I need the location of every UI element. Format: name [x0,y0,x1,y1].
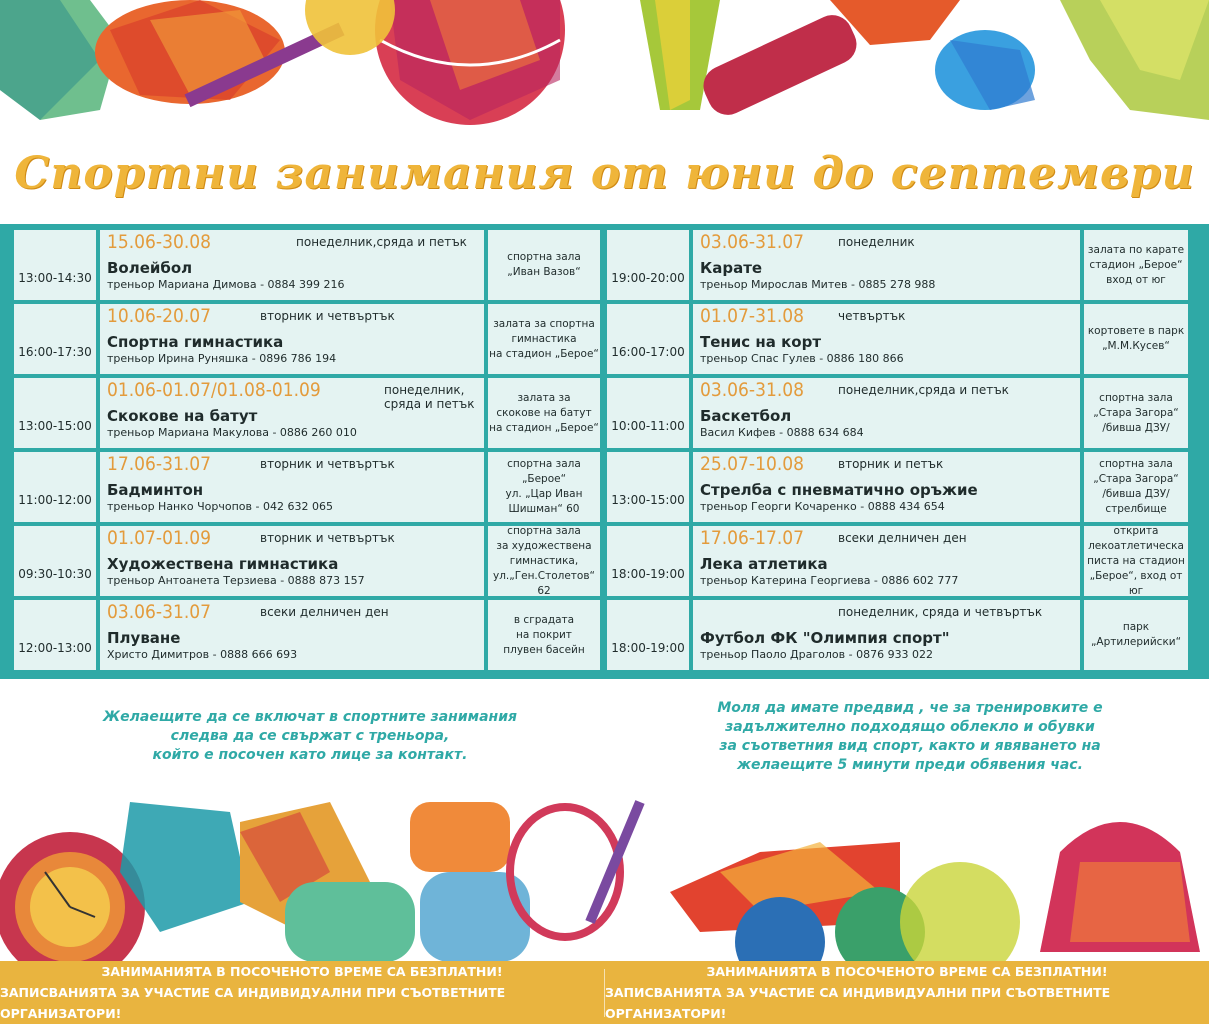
session-time: 09:30-10:30 [14,526,96,596]
session-dates: 01.06-01.07/01.08-01.09 [107,379,321,401]
coach-contact: треньор Мирослав Митев - 0885 278 988 [700,278,936,291]
session-dates: 03.06-31.07 [107,601,212,623]
sport-name: Баскетбол [700,407,792,425]
session-info [100,378,484,448]
contact-note: Желаещите да се включат в спортните занимания следва да се свържат с треньора, който е посочен като лице за контакт. [102,709,518,763]
coach-contact: треньор Ирина Руняшка - 0896 786 194 [107,352,337,365]
session-dates: 17.06-31.07 [107,453,212,475]
sport-name: Стрелба с пневматично оръжие [700,481,978,499]
session-time: 12:00-13:00 [14,600,96,670]
session-days: четвъртък [838,309,906,323]
session-venue: залата по карате стадион „Берое“ вход от юг [1084,230,1188,300]
sport-name: Карате [700,259,763,277]
session-dates: 01.07-31.08 [700,305,805,327]
coach-contact: треньор Катерина Георгиева - 0886 602 777 [700,574,959,587]
session-time: 16:00-17:30 [14,304,96,374]
session-info [693,452,1080,522]
session-info [100,526,484,596]
coach-contact: Христо Димитров - 0888 666 693 [107,648,298,661]
session-time: 18:00-19:00 [607,526,689,596]
schedule-row [607,378,1188,448]
session-dates: 17.06-17.07 [700,527,805,549]
schedule-row [14,452,600,522]
session-days: вторник и петък [838,457,944,471]
session-info [693,526,1080,596]
session-info [100,452,484,522]
session-info [100,600,484,670]
session-venue: спортна зала „Стара Загора“ /бивша ДЗУ/ стрелбище [1084,452,1188,522]
session-venue: залата за спортна гимнастика на стадион „Берое“ [488,304,600,374]
footer-left [0,961,604,1024]
session-days: вторник и четвъртък [260,309,395,323]
sport-name: Художествена гимнастика [107,555,339,573]
session-time: 11:00-12:00 [14,452,96,522]
session-days: понеделник, сряда и петък [384,383,475,411]
session-days: всеки делничен ден [838,531,967,545]
bottom-sports-illustration [0,792,1209,962]
session-info [100,304,484,374]
schedule-row [14,600,600,670]
session-dates: 03.06-31.08 [700,379,805,401]
session-dates: 01.07-01.09 [107,527,212,549]
sport-name: Скокове на батут [107,407,258,425]
session-info [693,600,1080,670]
schedule-row [14,378,600,448]
session-dates: 15.06-30.08 [107,231,212,253]
coach-contact: треньор Антоанета Терзиева - 0888 873 157 [107,574,365,587]
session-days: понеделник,сряда и петък [838,383,1009,397]
coach-contact: треньор Георги Кочаренко - 0888 434 654 [700,500,945,513]
footer-banner [0,961,1209,1024]
footer-registration-notice: ЗАПИСВАНИЯТА ЗА УЧАСТИЕ СА ИНДИВИДУАЛНИ ПРИ СЪОТВЕТНИТЕ ОРГАНИЗАТОРИ! [0,985,506,1021]
session-time: 13:00-15:00 [607,452,689,522]
sport-name: Лека атлетика [700,555,828,573]
session-venue: кортовете в парк „М.М.Кусев“ [1084,304,1188,374]
coach-contact: треньор Мариана Димова - 0884 399 216 [107,278,345,291]
session-time: 16:00-17:00 [607,304,689,374]
schedule-board [0,224,1209,679]
schedule-row [607,304,1188,374]
session-venue: открита лекоатлетическа писта на стадион „Берое“, вход от юг [1084,526,1188,596]
session-venue: спортна зала „Берое“ ул. „Цар Иван Шишман“ 60 [488,452,600,522]
schedule-row [14,230,600,300]
schedule-row [607,452,1188,522]
session-time: 19:00-20:00 [607,230,689,300]
session-venue: спортна зала за художествена гимнастика, ул.„Ген.Столетов“ 62 [488,526,600,596]
session-time: 13:00-15:00 [14,378,96,448]
coach-contact: Васил Кифев - 0888 634 684 [700,426,864,439]
session-days: понеделник [838,235,915,249]
session-days: вторник и четвъртък [260,457,395,471]
session-time: 13:00-14:30 [14,230,96,300]
sport-name: Футбол ФК "Олимпия спорт" [700,629,950,647]
coach-contact: треньор Паоло Драголов - 0876 933 022 [700,648,934,661]
schedule-row [607,526,1188,596]
page-title: Спортни занимания от юни до септември [14,148,1195,199]
coach-contact: треньор Мариана Макулова - 0886 260 010 [107,426,357,439]
session-venue: спортна зала „Стара Загора“ /бивша ДЗУ/ [1084,378,1188,448]
session-dates: 10.06-20.07 [107,305,212,327]
session-venue: залата за скокове на батут на стадион „Берое“ [488,378,600,448]
session-info [693,378,1080,448]
schedule-row [607,230,1188,300]
session-venue: парк „Артилерийски“ [1084,600,1188,670]
session-venue: в сградата на покрит плувен басейн [488,600,600,670]
schedule-row [14,526,600,596]
schedule-column-left [14,230,600,674]
session-days: понеделник, сряда и четвъртък [838,605,1043,619]
sport-name: Бадминтон [107,481,204,499]
attire-note: Моля да имате предвид , че за тренировките е задължително подходящо облекло и обувки за съответния вид спорт, както и явяването на желаещите 5 минути преди обявения час. [717,700,1103,773]
session-dates: 03.06-31.07 [700,231,805,253]
session-days: вторник и четвъртък [260,531,395,545]
sport-name: Тенис на корт [700,333,822,351]
session-info [693,304,1080,374]
session-info [693,230,1080,300]
coach-contact: треньор Спас Гулев - 0886 180 866 [700,352,904,365]
schedule-row [14,304,600,374]
top-sports-illustration [0,0,1209,130]
session-days: всеки делничен ден [260,605,389,619]
session-venue: спортна зала „Иван Вазов“ [488,230,600,300]
sport-name: Плуване [107,629,181,647]
schedule-row [607,600,1188,670]
footer-free-notice: ЗАНИМАНИЯТА В ПОСОЧЕНОТО ВРЕМЕ СА БЕЗПЛАТНИ! [706,964,1108,979]
session-info [100,230,484,300]
schedule-column-right [607,230,1188,674]
sport-name: Волейбол [107,259,193,277]
sport-name: Спортна гимнастика [107,333,284,351]
session-time: 10:00-11:00 [607,378,689,448]
session-dates: 25.07-10.08 [700,453,805,475]
footer-right [605,961,1209,1024]
coach-contact: треньор Нанко Чорчопов - 042 632 065 [107,500,333,513]
footer-free-notice: ЗАНИМАНИЯТА В ПОСОЧЕНОТО ВРЕМЕ СА БЕЗПЛАТНИ! [101,964,503,979]
session-time: 18:00-19:00 [607,600,689,670]
footer-registration-notice: ЗАПИСВАНИЯТА ЗА УЧАСТИЕ СА ИНДИВИДУАЛНИ ПРИ СЪОТВЕТНИТЕ ОРГАНИЗАТОРИ! [605,985,1111,1021]
session-days: понеделник,сряда и петък [296,235,467,249]
